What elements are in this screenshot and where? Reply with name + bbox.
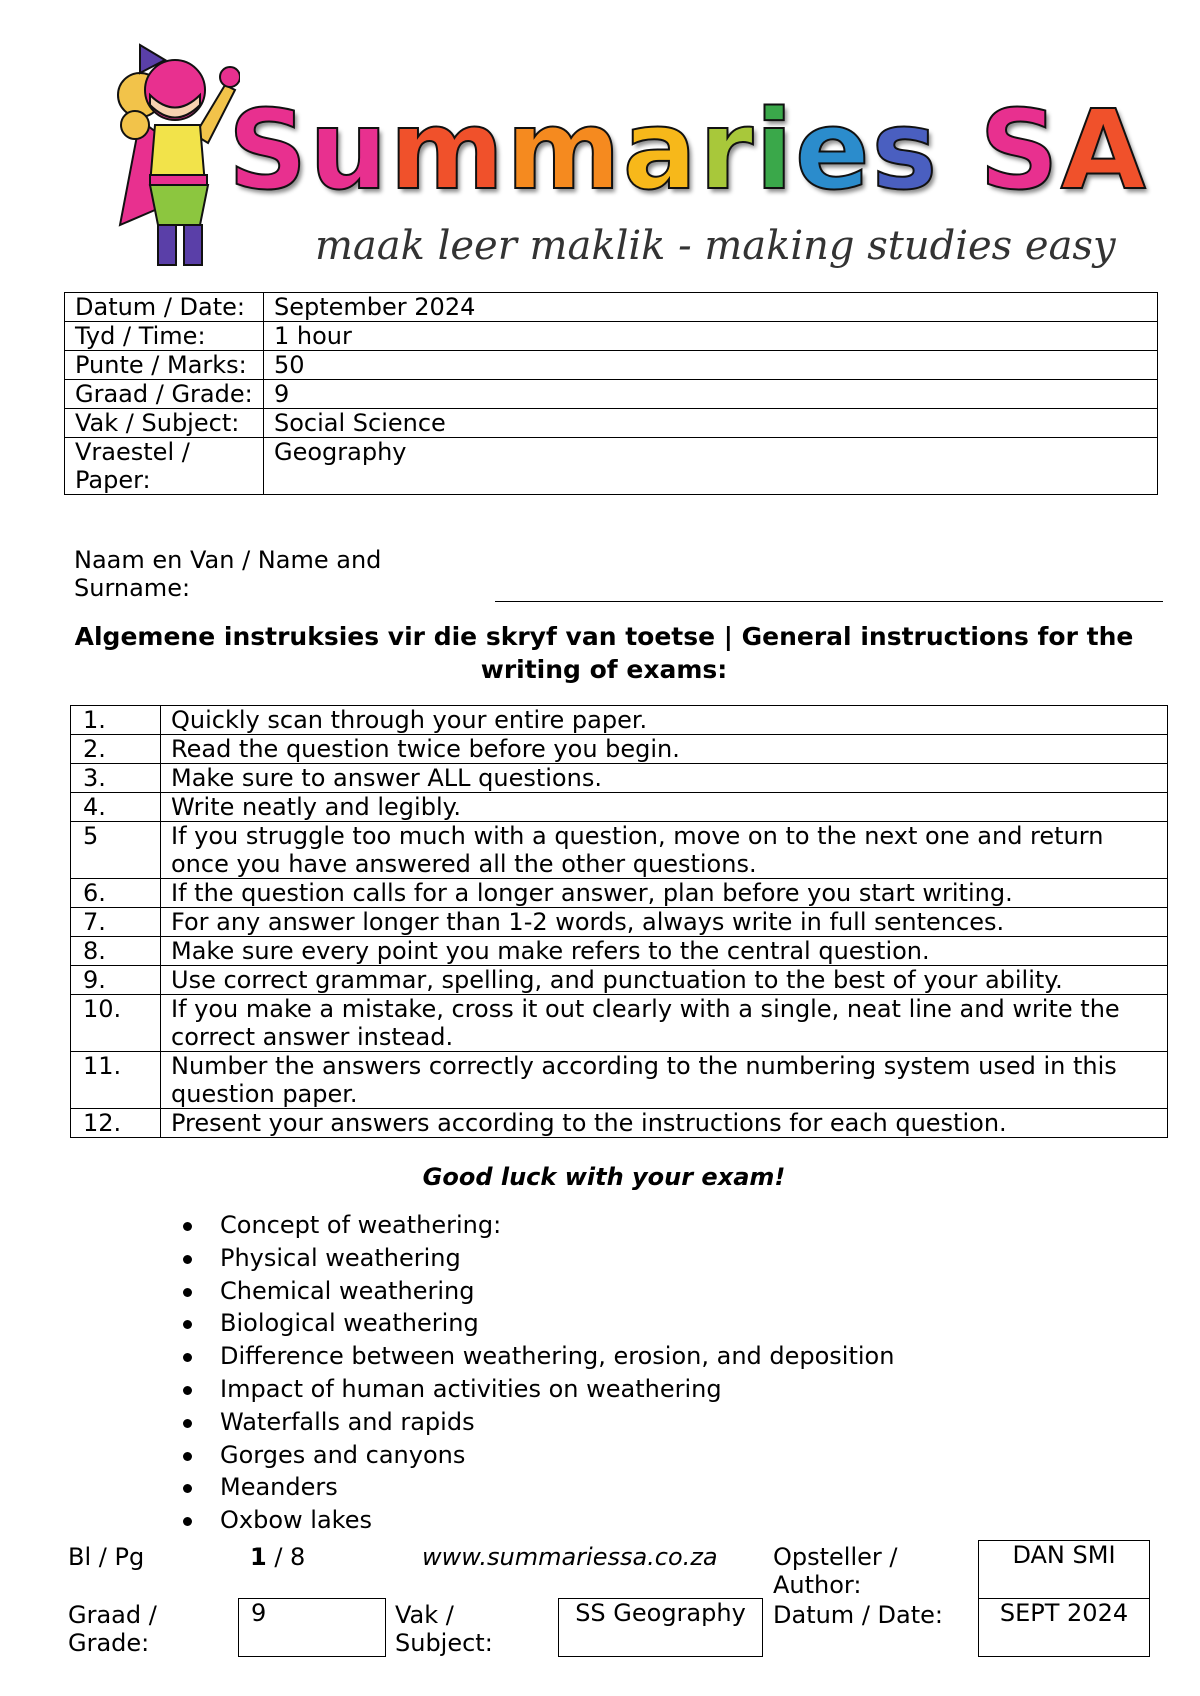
- list-item: Waterfalls and rapids: [180, 1407, 894, 1440]
- table-row: [71, 995, 1168, 1052]
- instruction-number: 3.: [71, 764, 161, 793]
- instruction-text: Quickly scan through your entire paper.: [161, 706, 1168, 735]
- instruction-text: Number the answers correctly according to the numbering system used in this question paper.: [161, 1052, 1168, 1109]
- info-value: 50: [264, 351, 1158, 380]
- info-row-date: [65, 293, 1158, 322]
- info-row-subject: [65, 409, 1158, 438]
- table-row: [71, 1109, 1168, 1138]
- instruction-text: If you make a mistake, cross it out clearly with a single, neat line and write the correct answer instead.: [161, 995, 1168, 1052]
- info-row-grade: [65, 380, 1158, 409]
- brand-letter: A: [1060, 86, 1148, 214]
- tagline: maak leer maklik - making studies easy: [315, 223, 1116, 269]
- grade-value: 9: [238, 1598, 386, 1657]
- instructions-table: [70, 705, 1168, 1138]
- list-item: Concept of weathering:: [180, 1210, 894, 1243]
- info-value: 1 hour: [264, 322, 1158, 351]
- summaries-sa-logo: [100, 25, 1148, 275]
- info-value: Social Science: [264, 409, 1158, 438]
- good-luck-message: Good luck with your exam!: [422, 1163, 786, 1191]
- author-label: Opsteller / Author:: [773, 1543, 898, 1599]
- date-value: SEPT 2024: [978, 1598, 1150, 1657]
- table-row: [71, 793, 1168, 822]
- instruction-number: 1.: [71, 706, 161, 735]
- page-number: [250, 1543, 305, 1571]
- info-row-paper: [65, 438, 1158, 495]
- instruction-number: 12.: [71, 1109, 161, 1138]
- instruction-number: 10.: [71, 995, 161, 1052]
- info-row-marks: [65, 351, 1158, 380]
- info-label: Punte / Marks:: [65, 351, 264, 380]
- instruction-text: Present your answers according to the instructions for each question.: [161, 1109, 1168, 1138]
- table-row: [71, 822, 1168, 879]
- instruction-text: Use correct grammar, spelling, and punctuation to the best of your ability.: [161, 966, 1168, 995]
- brand-letter: u: [309, 86, 390, 214]
- instruction-number: 2.: [71, 735, 161, 764]
- brand-letter: s: [871, 86, 940, 214]
- author-value: DAN SMI: [978, 1540, 1150, 1599]
- instruction-text: Read the question twice before you begin.: [161, 735, 1168, 764]
- brand-wordmark: [228, 86, 1148, 214]
- subject-value: SS Geography: [558, 1598, 763, 1657]
- subject-label: Vak / Subject:: [395, 1601, 493, 1657]
- list-item: Meanders: [180, 1472, 894, 1505]
- date-label: Datum / Date:: [773, 1601, 943, 1629]
- instruction-text: For any answer longer than 1-2 words, always write in full sentences.: [161, 908, 1168, 937]
- page-total: / 8: [266, 1543, 306, 1571]
- table-row: [71, 735, 1168, 764]
- brand-letter: S: [228, 86, 310, 214]
- brand-letter: m: [389, 86, 507, 214]
- instruction-text: Make sure to answer ALL questions.: [161, 764, 1168, 793]
- instruction-text: Write neatly and legibly.: [161, 793, 1168, 822]
- instruction-number: 8.: [71, 937, 161, 966]
- instruction-number: 9.: [71, 966, 161, 995]
- instruction-text: If you struggle too much with a question, move on to the next one and return once you have answered all the other questions.: [161, 822, 1168, 879]
- instruction-number: 4.: [71, 793, 161, 822]
- brand-letter: a: [622, 86, 700, 214]
- table-row: [71, 706, 1168, 735]
- info-label: Datum / Date:: [65, 293, 264, 322]
- instructions-title: Algemene instruksies vir die skryf van toetse | General instructions for the writing of exams:: [74, 622, 1134, 684]
- instruction-number: 11.: [71, 1052, 161, 1109]
- info-label: Vraestel / Paper:: [65, 438, 264, 495]
- table-row: [71, 908, 1168, 937]
- info-value: September 2024: [264, 293, 1158, 322]
- brand-letter: r: [699, 86, 756, 214]
- instruction-number: 5: [71, 822, 161, 879]
- instruction-text: Make sure every point you make refers to the central question.: [161, 937, 1168, 966]
- list-item: Impact of human activities on weathering: [180, 1374, 894, 1407]
- instruction-number: 6.: [71, 879, 161, 908]
- topics-list: [180, 1210, 894, 1538]
- list-item: Biological weathering: [180, 1308, 894, 1341]
- brand-letter: m: [506, 86, 623, 214]
- list-item: Oxbow lakes: [180, 1505, 894, 1538]
- table-row: [71, 879, 1168, 908]
- page-current: 1: [250, 1543, 267, 1571]
- info-value: 9: [264, 380, 1158, 409]
- website-link[interactable]: www.summariessa.co.za: [422, 1543, 718, 1571]
- superhero-mascot-icon: [100, 25, 240, 275]
- table-row: [71, 1052, 1168, 1109]
- name-surname-field[interactable]: [495, 601, 1163, 602]
- brand-letter: i: [755, 86, 795, 214]
- brand-letter: S: [979, 86, 1061, 214]
- table-row: [71, 966, 1168, 995]
- instruction-text: If the question calls for a longer answer, plan before you start writing.: [161, 879, 1168, 908]
- info-label: Tyd / Time:: [65, 322, 264, 351]
- list-item: Gorges and canyons: [180, 1440, 894, 1473]
- list-item: Difference between weathering, erosion, and deposition: [180, 1341, 894, 1374]
- brand-letter: e: [795, 86, 872, 214]
- table-row: [71, 937, 1168, 966]
- instruction-number: 7.: [71, 908, 161, 937]
- info-label: Vak / Subject:: [65, 409, 264, 438]
- info-value: Geography: [264, 438, 1158, 495]
- page-label: Bl / Pg: [68, 1543, 145, 1571]
- table-row: [71, 764, 1168, 793]
- name-surname-label: Naam en Van / Name and Surname:: [74, 546, 382, 602]
- brand-letter: [939, 86, 979, 214]
- info-label: Graad / Grade:: [65, 380, 264, 409]
- info-row-time: [65, 322, 1158, 351]
- grade-label: Graad / Grade:: [68, 1601, 157, 1657]
- exam-info-table: [64, 292, 1158, 495]
- list-item: Chemical weathering: [180, 1276, 894, 1309]
- list-item: Physical weathering: [180, 1243, 894, 1276]
